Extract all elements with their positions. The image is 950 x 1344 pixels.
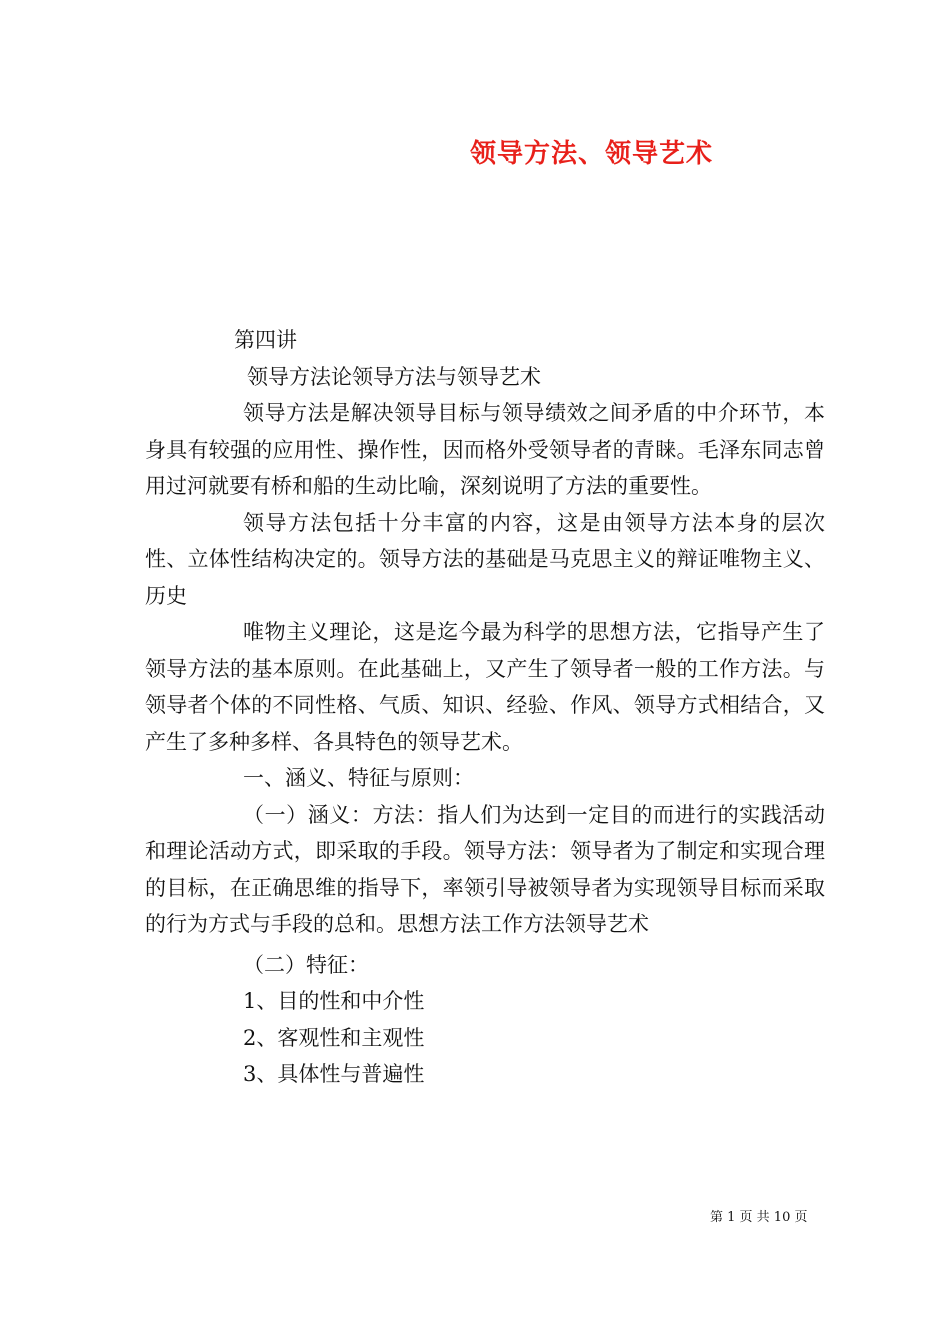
document-body: [145, 322, 825, 1093]
lecture-label: 第四讲: [234, 328, 297, 352]
paragraph: 唯物主义理论，这是迄今最为科学的思想方法，它指导产生了领导方法的基本原则。在此基础上，又产生了领导者一般的工作方法。与领导者个体的不同性格、气质、知识、经验、作风、领导方式相结合，又产生了多种多样、各具特色的领导艺术。: [145, 620, 825, 754]
paragraph: 领导方法包括十分丰富的内容，这是由领导方法本身的层次性、立体性结构决定的。领导方法的基础是马克思主义的辩证唯物主义、历史: [145, 510, 825, 608]
features-heading: （二）特征：: [243, 952, 369, 977]
feature-item: 1、目的性和中介性: [243, 989, 425, 1013]
feature-item: 3、具体性与普遍性: [243, 1062, 425, 1086]
document-title: 领导方法、领导艺术: [470, 139, 714, 169]
section-heading: 一、涵义、特征与原则：: [243, 766, 474, 790]
page-footer: 第 1 页 共 10 页: [710, 1210, 808, 1225]
paragraph: 领导方法是解决领导目标与领导绩效之间矛盾的中介环节，本身具有较强的应用性、操作性，因而格外受领导者的青睐。毛泽东同志曾用过河就要有桥和船的生动比喻，深刻说明了方法的重要性。: [145, 401, 825, 498]
definition-paragraph: （一）涵义：方法：指人们为达到一定目的而进行的实践活动和理论活动方式，即采取的手段。领导方法：领导者为了制定和实现合理的目标，在正确思维的指导下，率领引导被领导者为实现领导目标而采取的行为方式与手段的总和。思想方法工作方法领导艺术: [145, 802, 825, 936]
feature-item: 2、客观性和主观性: [243, 1025, 425, 1050]
lecture-subtitle: 领导方法论领导方法与领导艺术: [247, 364, 541, 389]
